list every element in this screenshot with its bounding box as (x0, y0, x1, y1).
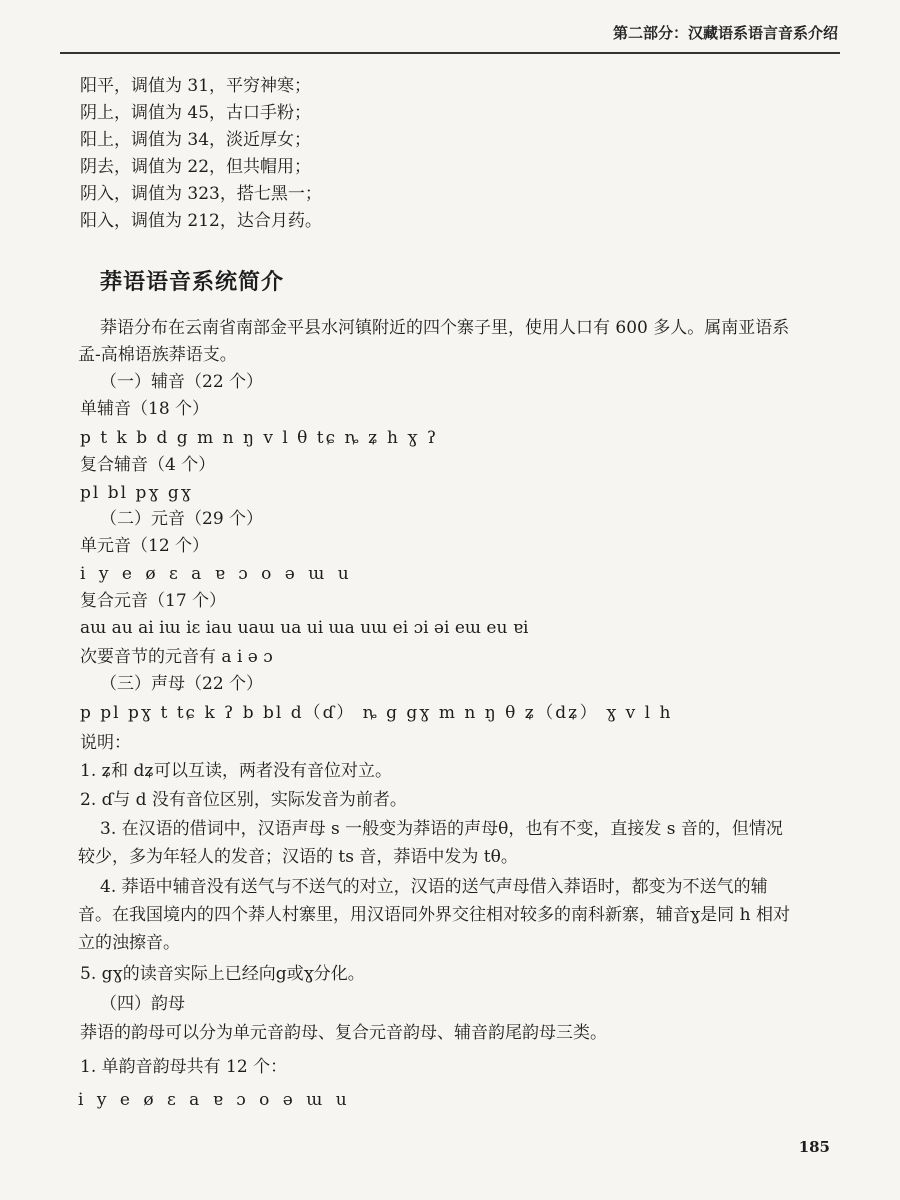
header-divider (60, 52, 840, 54)
single-consonant-label: 单辅音（18 个） (80, 399, 210, 419)
subsection-heading: （一）辅音（22 个） (100, 372, 264, 392)
single-vowel-list: i y e ø ɛ a ɐ ɔ o ə ɯ u (80, 564, 353, 584)
note-item: 3. 在汉语的借词中，汉语声母 s 一般变为莽语的声母θ，也有不变，直接发 s 音的，但情况 (100, 819, 783, 839)
single-consonant-list: p t k b d g m n ŋ v l θ tɕ ȵ ʑ h ɣ ʔ (80, 428, 439, 448)
subsection-heading: （三）声母（22 个） (100, 674, 264, 694)
finals-intro: 莽语的韵母可以分为单元音韵母、复合元音韵母、辅音韵尾韵母三类。 (80, 1023, 607, 1043)
note-item-continued: 立的浊擦音。 (78, 933, 180, 953)
note-item-continued: 音。在我国境内的四个莽人村寨里，用汉语同外界交往相对较多的南科新寨，辅音ɣ是同 h 相对 (78, 905, 790, 925)
tone-item: 阴上，调值为 45，古口手粉； (80, 103, 312, 123)
initials-list: p pl pɣ t tɕ k ʔ b bl d（ɗ） ȵ g gɣ m n ŋ θ ʑ（dʑ） ɣ v l h (80, 703, 673, 723)
note-item: 2. ɗ与 d 没有音位区别，实际发音为前者。 (80, 790, 407, 810)
running-header-title: 第二部分：汉藏语系语言音系介绍 (612, 24, 838, 42)
note-item: 5. gɣ的读音实际上已经向g或ɣ分化。 (80, 964, 365, 984)
compound-consonant-label: 复合辅音（4 个） (80, 455, 216, 475)
tone-item: 阳上，调值为 34，淡近厚女； (80, 130, 312, 150)
compound-vowel-list: aɯ au ai iɯ iɛ iau uaɯ ua ui ɯa uɯ ei ɔi əi eɯ eu ɐi (80, 618, 529, 638)
single-finals-list: i y e ø ɛ a ɐ ɔ o ə ɯ u (78, 1090, 351, 1110)
paragraph-line: 莽语分布在云南省南部金平县水河镇附近的四个寨子里，使用人口有 600 多人。属南亚语系 (100, 318, 790, 338)
paragraph-line: 孟-高棉语族莽语支。 (78, 345, 237, 365)
note-item: 4. 莽语中辅音没有送气与不送气的对立，汉语的送气声母借入莽语时，都变为不送气的辅 (100, 877, 768, 897)
section-heading: 莽语语音系统简介 (100, 270, 285, 295)
subsection-heading: （四）韵母 (100, 994, 185, 1014)
single-vowel-label: 单元音（12 个） (80, 536, 210, 556)
tone-item: 阳平，调值为 31，平穷神寒； (80, 76, 312, 96)
tone-item: 阴去，调值为 22，但共帽用； (80, 157, 312, 177)
compound-vowel-label: 复合元音（17 个） (80, 591, 227, 611)
tone-item: 阳入，调值为 212，达合月药。 (80, 211, 322, 231)
subsection-heading: （二）元音（29 个） (100, 509, 264, 529)
tone-item: 阴入，调值为 323，搭七黑一； (80, 184, 322, 204)
note-item: 1. ʑ和 dʑ可以互读，两者没有音位对立。 (80, 761, 392, 781)
page-number: 185 (798, 1138, 830, 1156)
notes-label: 说明： (80, 733, 131, 753)
single-finals-label: 1. 单韵音韵母共有 12 个： (80, 1057, 288, 1077)
minor-syllable-vowels: 次要音节的元音有 a i ə ɔ (80, 647, 273, 667)
compound-consonant-list: pl bl pɣ gɣ (80, 483, 193, 503)
note-item-continued: 较少，多为年轻人的发音；汉语的 ts 音，莽语中发为 tθ。 (78, 847, 518, 867)
